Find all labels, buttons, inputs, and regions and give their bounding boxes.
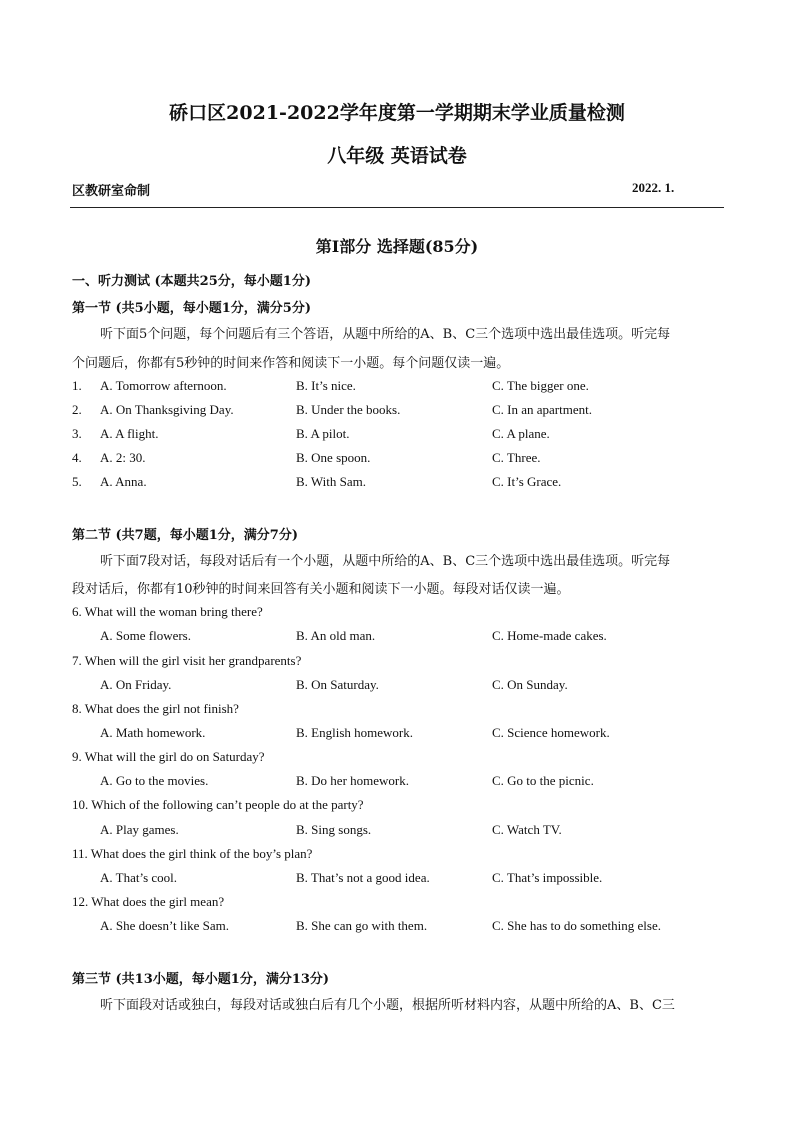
option-a: A. She doesn’t like Sam. <box>100 918 230 933</box>
question-text: 12. What does the girl mean? <box>72 894 225 909</box>
section-three-heading: 第三节 (共13小题，每小题1分，满分13分) <box>72 972 330 987</box>
question-text: 11. What does the girl think of the boy’s plan? <box>72 846 313 861</box>
header-divider <box>70 207 724 208</box>
option-b: B. She can go with them. <box>296 918 428 933</box>
question-text: 9. What will the girl do on Saturday? <box>72 749 265 764</box>
section-two-instructions-line1: 听下面7段对话，每段对话后有一个小题，从题中所给的A、B、C三个选项中选出最佳选项。听完每 <box>100 554 671 569</box>
part-one-title: 第Ⅰ部分 选择题(85分) <box>315 237 479 256</box>
option-c: C. Home-made cakes. <box>492 628 607 643</box>
question-text: 10. Which of the following can’t people do at the party? <box>72 797 364 812</box>
section-one-instructions-line1: 听下面5个问题，每个问题后有三个答语，从题中所给的A、B、C三个选项中选出最佳选项。听完每 <box>100 327 671 342</box>
section-two-heading: 第二节 (共7题，每小题1分，满分7分) <box>72 528 298 543</box>
option-a: A. On Friday. <box>100 677 172 692</box>
option-b: B. An old man. <box>296 628 376 643</box>
option-c: C. Go to the picnic. <box>492 773 594 788</box>
option-a: A. That’s cool. <box>100 870 178 885</box>
option-a: A. Some flowers. <box>100 628 191 643</box>
option-b: B. Sing songs. <box>296 822 372 837</box>
option-c: C. On Sunday. <box>492 677 568 692</box>
section-one-instructions-line2: 个问题后，你都有5秒钟的时间来作答和阅读下一小题。每个问题仅读一遍。 <box>72 356 510 371</box>
option-a: A. Play games. <box>100 822 179 837</box>
question-text: 7. When will the girl visit her grandparents? <box>72 653 302 668</box>
exam-title: 硚口区2021-2022学年度第一学期期末学业质量检测 <box>169 102 625 124</box>
option-c: C. In an apartment. <box>492 402 592 417</box>
section-one-heading: 第一节 (共5小题，每小题1分，满分5分) <box>72 301 311 316</box>
section-three-instructions-line1: 听下面段对话或独白，每段对话或独白后有几个小题，根据所听材料内容，从题中所给的A、B、C三 <box>100 998 675 1013</box>
option-a: A. On Thanksgiving Day. <box>100 402 234 417</box>
option-a: A. 2: 30. <box>100 450 146 465</box>
listening-section-heading: 一、听力测试 (本题共25分，每小题1分) <box>72 274 311 289</box>
option-c: C. A plane. <box>492 426 550 441</box>
option-c: C. That’s impossible. <box>492 870 603 885</box>
issuer-label: 区教研室命制 <box>72 183 151 198</box>
question-number: 3. <box>72 426 82 441</box>
option-b: B. On Saturday. <box>296 677 379 692</box>
option-b: B. That’s not a good idea. <box>296 870 430 885</box>
option-b: B. With Sam. <box>296 474 367 489</box>
option-a: A. Anna. <box>100 474 147 489</box>
question-number: 4. <box>72 450 82 465</box>
question-text: 6. What will the woman bring there? <box>72 604 263 619</box>
question-number: 2. <box>72 402 82 417</box>
option-c: C. The bigger one. <box>492 378 589 393</box>
option-b: B. Under the books. <box>296 402 401 417</box>
option-b: B. Do her homework. <box>296 773 410 788</box>
option-a: A. Go to the movies. <box>100 773 209 788</box>
option-a: A. Tomorrow afternoon. <box>100 378 227 393</box>
option-c: C. Science homework. <box>492 725 610 740</box>
exam-subtitle: 八年级 英语试卷 <box>327 145 467 167</box>
option-c: C. Three. <box>492 450 541 465</box>
option-c: C. Watch TV. <box>492 822 562 837</box>
option-b: B. A pilot. <box>296 426 350 441</box>
question-number: 5. <box>72 474 82 489</box>
option-b: B. It’s nice. <box>296 378 356 393</box>
exam-date: 2022. 1. <box>632 180 675 195</box>
option-a: A. A flight. <box>100 426 159 441</box>
option-c: C. It’s Grace. <box>492 474 562 489</box>
option-a: A. Math homework. <box>100 725 206 740</box>
question-text: 8. What does the girl not finish? <box>72 701 239 716</box>
section-two-instructions-line2: 段对话后，你都有10秒钟的时间来回答有关小题和阅读下一小题。每段对话仅读一遍。 <box>72 582 570 597</box>
option-b: B. One spoon. <box>296 450 371 465</box>
option-b: B. English homework. <box>296 725 413 740</box>
question-number: 1. <box>72 378 82 393</box>
option-c: C. She has to do something else. <box>492 918 661 933</box>
